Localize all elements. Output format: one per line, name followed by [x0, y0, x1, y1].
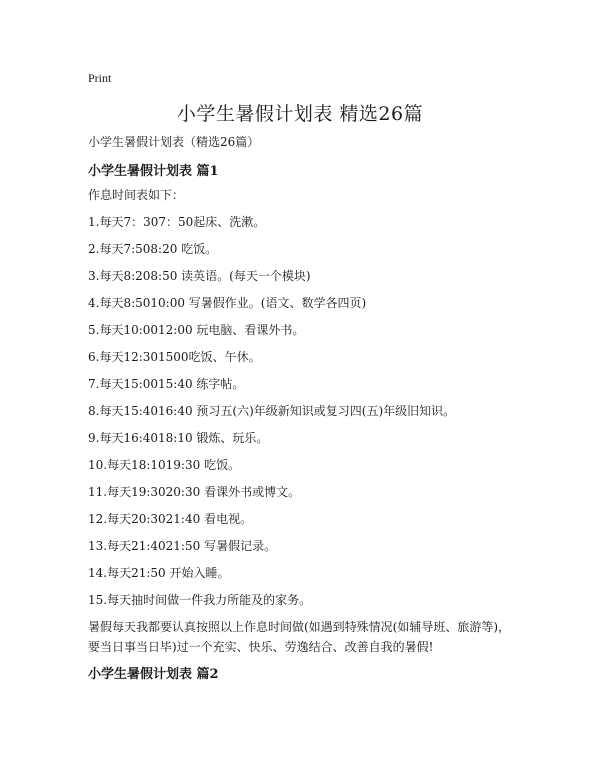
subtitle: 小学生暑假计划表（精选26篇）: [88, 135, 260, 149]
section-heading-2: 小学生暑假计划表 篇2: [88, 667, 219, 682]
list-item: 9.每天16:4018:10 锻炼、玩乐。: [88, 431, 269, 445]
list-item: 10.每天18:1019:30 吃饭。: [88, 458, 241, 472]
list-item: 5.每天10:0012:00 玩电脑、看课外书。: [88, 323, 305, 337]
print-label: Print: [88, 71, 112, 85]
page-title: 小学生暑假计划表 精选26篇: [176, 103, 424, 125]
list-item: 12.每天20:3021:40 看电视。: [88, 512, 253, 526]
intro-text: 作息时间表如下：: [88, 188, 185, 202]
list-item: 13.每天21:4021:50 写暑假记录。: [88, 539, 277, 553]
list-item: 1.每天7：307：50起床、洗漱。: [88, 215, 266, 229]
list-item: 6.每天12:301500吃饭、午休。: [88, 350, 261, 364]
section-heading-1: 小学生暑假计划表 篇1: [88, 164, 219, 179]
list-item: 11.每天19:3020:30 看课外书或博文。: [88, 485, 301, 499]
list-item: 7.每天15:0015:40 练字帖。: [88, 377, 245, 391]
list-item: 14.每天21:50 开始入睡。: [88, 566, 230, 580]
list-item: 3.每天8:208:50 读英语。(每天一个模块): [88, 269, 311, 283]
list-item: 2.每天7:508:20 吃饭。: [88, 242, 218, 256]
closing-paragraph: 暑假每天我都要认真按照以上作息时间做(如遇到特殊情况(如辅导班、旅游等)，要当日事当日毕)过一个充实、快乐、劳逸结合、改善自我的暑假!: [88, 620, 511, 654]
list-item: 15.每天抽时间做一件我力所能及的家务。: [88, 593, 312, 607]
list-item: 4.每天8:5010:00 写暑假作业。(语文、数学各四页): [88, 296, 367, 310]
list-item: 8.每天15:4016:40 预习五(六)年级新知识或复习四(五)年级旧知识。: [88, 404, 456, 418]
